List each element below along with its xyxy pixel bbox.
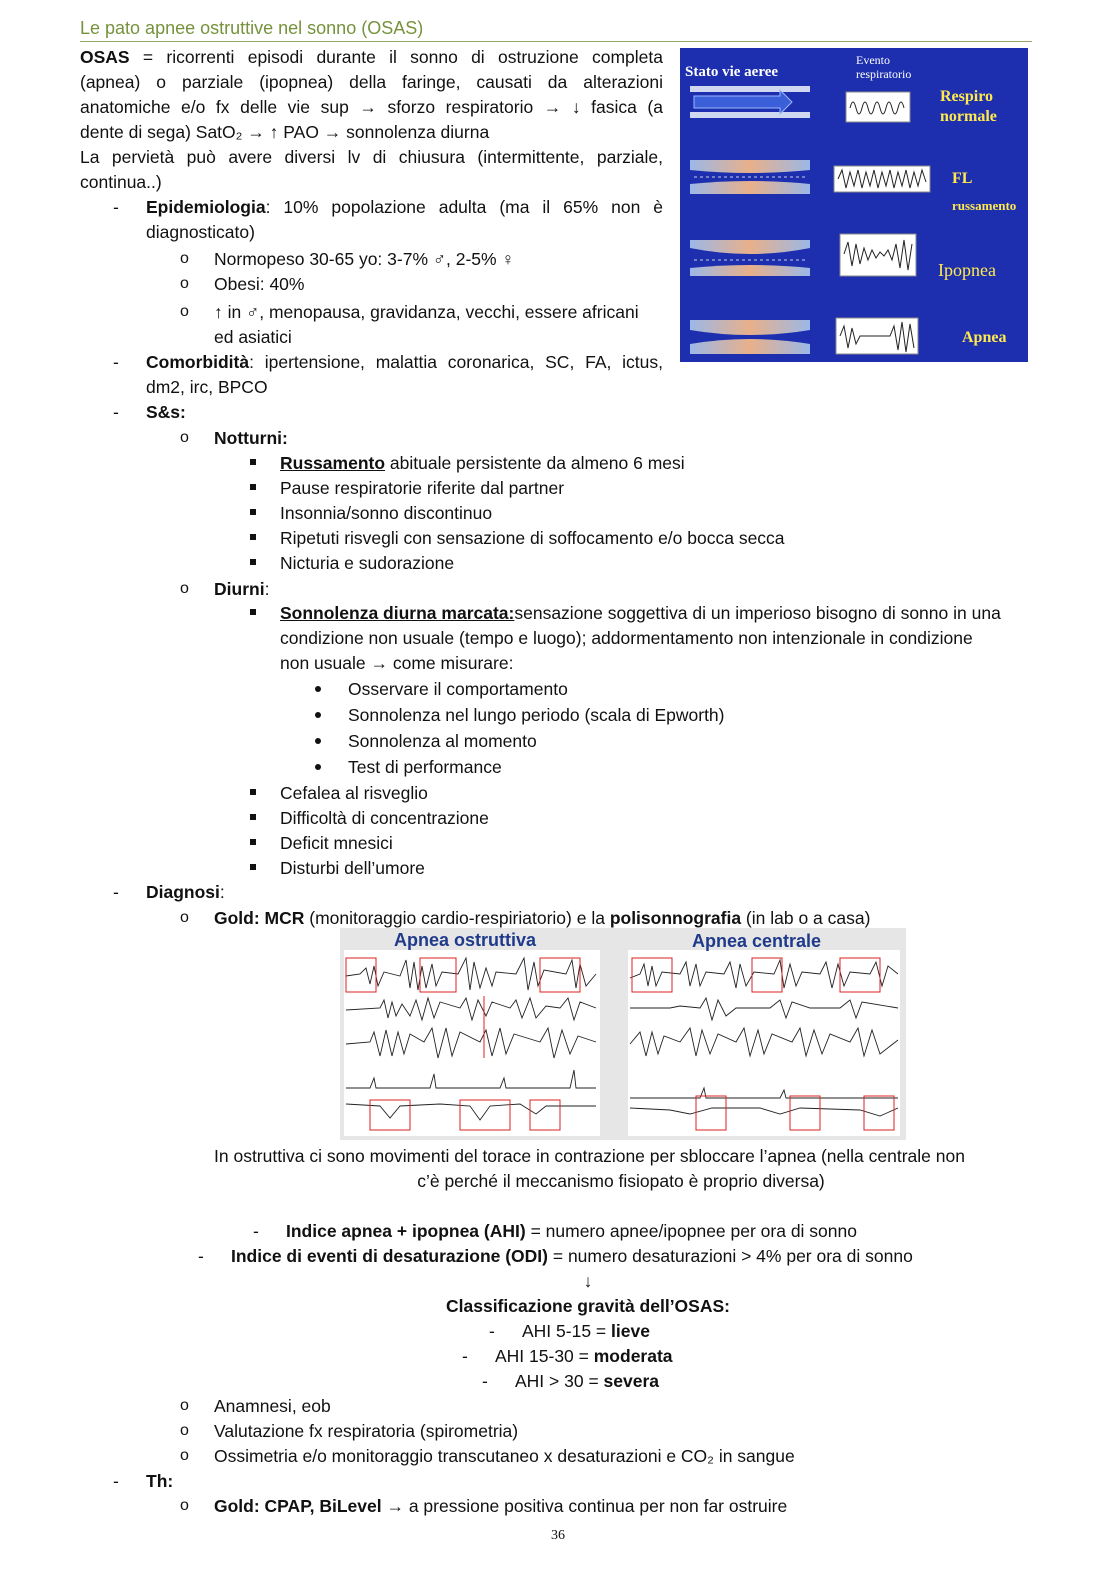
airway-figure <box>680 48 1028 362</box>
central-title: Apnea centrale <box>692 931 822 951</box>
intro-line-6: continua..) <box>80 172 162 192</box>
notturni-heading: Notturni: <box>214 428 288 448</box>
circle-bullet: o <box>180 1497 189 1514</box>
comorbidita-line-2: dm2, irc, BPCO <box>146 377 268 397</box>
dash-bullet: - <box>489 1321 495 1341</box>
dash-bullet: - <box>113 1471 119 1491</box>
figure-caption-line-2: c’è perché il meccanismo fisiopato è proprio diversa) <box>417 1171 825 1191</box>
square-bullet <box>250 814 256 820</box>
dash-bullet: - <box>482 1371 488 1391</box>
diurni-item: Cefalea al risveglio <box>280 783 428 803</box>
square-bullet <box>250 789 256 795</box>
diurni-heading: Diurni: <box>214 579 270 599</box>
figure-caption-line-1: In ostruttiva ci sono movimenti del torace in contrazione per sbloccare l’apnea (nella centrale non <box>214 1146 965 1166</box>
circle-bullet: o <box>180 1447 189 1464</box>
dash-bullet: - <box>253 1221 259 1241</box>
misura-item: Test di performance <box>348 757 502 777</box>
class-lieve: AHI 5-15 = lieve <box>522 1321 650 1341</box>
diagnosi-heading: Diagnosi: <box>146 882 225 902</box>
row-label-normal-2: normale <box>940 108 997 125</box>
epidemiologia-item: ↑ in ♂, menopausa, gravidanza, vecchi, essere africani <box>214 302 639 322</box>
sonnolenza-line-1: Sonnolenza diurna marcata:sensazione soggettiva di un imperioso bisogno di sonno in una <box>280 603 1001 623</box>
dash-bullet: - <box>462 1346 468 1366</box>
notturni-item: Ripetuti risvegli con sensazione di soffocamento e/o bocca secca <box>280 528 785 548</box>
ahi-definition: Indice apnea + ipopnea (AHI) = numero apnee/ipopnee per ora di sonno <box>286 1221 857 1241</box>
row-label-fl-2: russamento <box>952 198 1017 213</box>
intro-line-4: dente di sega) SatO₂ → ↑ PAO → sonnolenza diurna <box>80 122 490 142</box>
circle-bullet: o <box>180 580 189 597</box>
dash-bullet: - <box>113 402 119 422</box>
circle-bullet: o <box>180 303 189 320</box>
notturni-item: Insonnia/sonno discontinuo <box>280 503 493 523</box>
sonnolenza-line-2: condizione non usuale (tempo e luogo); addormentamento non intenzionale in condizione <box>280 628 973 648</box>
dash-bullet: - <box>113 197 119 217</box>
airway-apnea <box>690 320 810 354</box>
intro-line-2: (apnea) o parziale (ipopnea) della faringe, causati da alterazioni <box>80 72 663 92</box>
misura-item: Osservare il comportamento <box>348 679 568 699</box>
epidemiologia-item: Normopeso 30-65 yo: 3-7% ♂, 2-5% ♀ <box>214 249 515 269</box>
dot-bullet <box>315 686 321 692</box>
intro-line-5: La pervietà può avere diversi lv di chiusura (intermittente, parziale, <box>80 147 663 167</box>
diurni-item: Disturbi dell’umore <box>280 858 425 878</box>
diurni-item: Deficit mnesici <box>280 833 393 853</box>
osas-term: OSAS <box>80 47 130 67</box>
epidemiologia-line-1: Epidemiologia: 10% popolazione adulta (ma il 65% non è <box>146 197 663 217</box>
sonnolenza-line-3: non usuale → come misurare: <box>280 653 514 673</box>
class-moderata: AHI 15-30 = moderata <box>495 1346 673 1366</box>
misura-item: Sonnolenza al momento <box>348 731 537 751</box>
page-number: 36 <box>551 1528 565 1543</box>
square-bullet <box>250 509 256 515</box>
down-arrow: ↓ <box>583 1271 593 1291</box>
airway-fl <box>690 160 810 194</box>
intro-line-1: OSAS = ricorrenti episodi durante il sonno di ostruzione completa <box>80 47 663 67</box>
epidemiologia-line-2: diagnosticato) <box>146 222 255 242</box>
circle-bullet: o <box>180 1397 189 1414</box>
class-severa: AHI > 30 = severa <box>515 1371 660 1391</box>
obstructive-title: Apnea ostruttiva <box>394 930 537 950</box>
diagnosi-other: Anamnesi, eob <box>214 1396 331 1416</box>
diagnosi-gold: Gold: MCR (monitoraggio cardio-respiriatorio) e la polisonnografia (in lab o a casa) <box>214 908 871 928</box>
airway-figure-title: Stato vie aeree <box>685 64 779 80</box>
dash-bullet: - <box>198 1246 204 1266</box>
circle-bullet: o <box>180 1422 189 1439</box>
classification-title: Classificazione gravità dell’OSAS: <box>446 1296 730 1316</box>
notturni-item: Nicturia e sudorazione <box>280 553 455 573</box>
diurni-item: Difficoltà di concentrazione <box>280 808 489 828</box>
square-bullet <box>250 484 256 490</box>
airway-diagrams <box>680 48 1028 362</box>
row-label-normal: Respiro <box>940 88 994 105</box>
square-bullet <box>250 839 256 845</box>
circle-bullet: o <box>180 250 189 267</box>
page-title: Le pato apnee ostruttive nel sonno (OSAS) <box>80 18 1032 42</box>
square-bullet <box>250 459 256 465</box>
th-heading: Th: <box>146 1471 174 1491</box>
diagnosi-other: Valutazione fx respiratoria (spirometria) <box>214 1421 519 1441</box>
dash-bullet: - <box>113 882 119 902</box>
epidemiologia-item-cont: ed asiatici <box>214 327 292 347</box>
square-bullet <box>250 609 256 615</box>
square-bullet <box>250 864 256 870</box>
event-label-line-1: Evento <box>856 53 890 67</box>
row-label-apnea: Apnea <box>962 329 1007 346</box>
polygraph-traces <box>340 928 906 1140</box>
polygraph-figure <box>340 928 906 1140</box>
circle-bullet: o <box>180 275 189 292</box>
row-label-ipopnea: Ipopnea <box>938 260 996 280</box>
intro-line-3: anatomiche e/o fx delle vie sup → sforzo respiratorio → ↓ fasica (a <box>80 97 663 117</box>
th-gold: Gold: CPAP, BiLevel → a pressione positiva continua per non far ostruire <box>214 1496 788 1516</box>
comorbidita-line-1: Comorbidità: ipertensione, malattia coronarica, SC, FA, ictus, <box>146 352 663 372</box>
ss-heading: S&s: <box>146 402 186 422</box>
square-bullet <box>250 559 256 565</box>
odi-definition: Indice di eventi di desaturazione (ODI) = numero desaturazioni > 4% per ora di sonno <box>231 1246 913 1266</box>
circle-bullet: o <box>180 429 189 446</box>
dash-bullet: - <box>113 352 119 372</box>
airway-normal <box>690 86 810 118</box>
dot-bullet <box>315 738 321 744</box>
circle-bullet: o <box>180 909 189 926</box>
misura-item: Sonnolenza nel lungo periodo (scala di Epworth) <box>348 705 725 725</box>
row-label-fl: FL <box>952 170 973 187</box>
dot-bullet <box>315 764 321 770</box>
notturni-item: Pause respiratorie riferite dal partner <box>280 478 565 498</box>
airway-ipopnea <box>690 240 810 276</box>
notturni-item: Russamento abituale persistente da almeno 6 mesi <box>280 453 685 473</box>
square-bullet <box>250 534 256 540</box>
diagnosi-other: Ossimetria e/o monitoraggio transcutaneo x desaturazioni e CO₂ in sangue <box>214 1446 795 1466</box>
event-label-line-2: respiratorio <box>856 67 912 81</box>
dot-bullet <box>315 712 321 718</box>
epidemiologia-item: Obesi: 40% <box>214 274 305 294</box>
